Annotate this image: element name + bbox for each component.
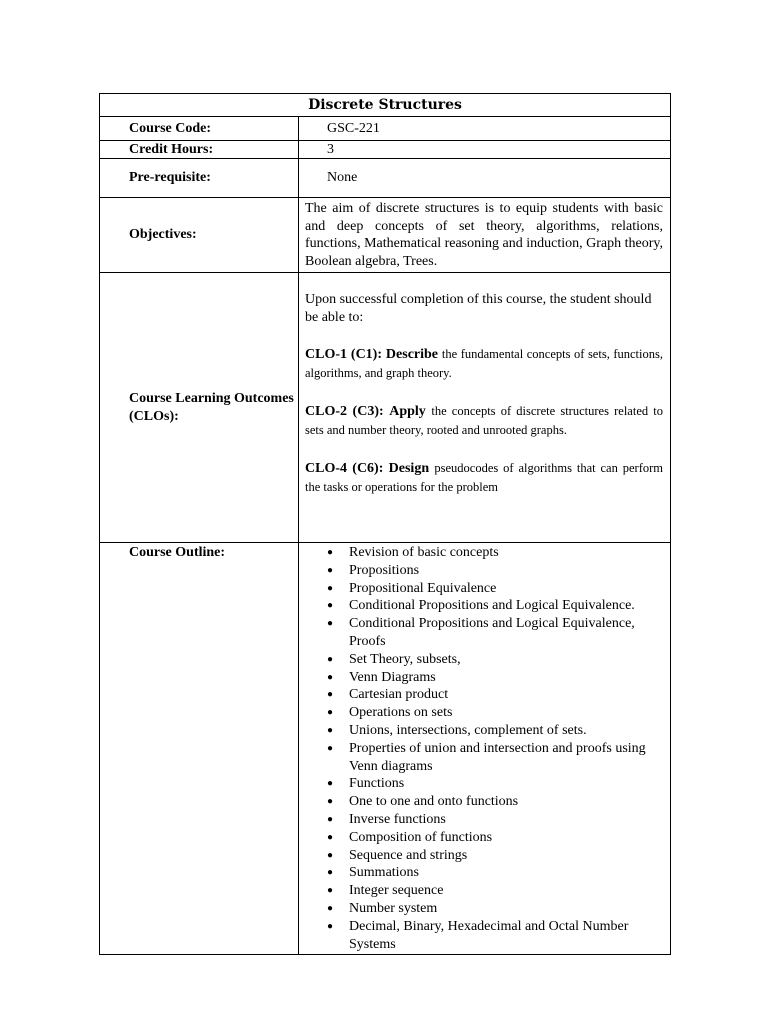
prerequisite-row bbox=[100, 159, 671, 198]
objectives-row bbox=[100, 198, 671, 273]
outline-item-text: One to one and onto functions bbox=[349, 794, 519, 810]
clos-label: Course Learning Outcomes (CLOs): bbox=[100, 273, 299, 543]
bullet-icon: ● bbox=[327, 742, 334, 754]
outline-item-text: Conditional Propositions and Logical Equivalence, Proofs bbox=[349, 616, 635, 649]
bullet-icon: ● bbox=[327, 885, 334, 897]
outline-item bbox=[327, 882, 666, 900]
course-table bbox=[99, 93, 671, 955]
outline-item bbox=[327, 562, 666, 580]
bullet-icon: ● bbox=[327, 618, 334, 630]
objectives-text: The aim of discrete structures is to equip students with basic and deep concepts of set theory, algorithms, relations, functions, Mathematical reasoning and induction, Graph theory, Boolean algebra, Trees. bbox=[299, 198, 671, 273]
outline-item-text: Number system bbox=[349, 900, 438, 916]
bullet-icon: ● bbox=[327, 724, 334, 736]
outline-item bbox=[327, 793, 666, 811]
bullet-icon: ● bbox=[327, 707, 334, 719]
outline-item-text: Functions bbox=[349, 776, 405, 792]
outline-item bbox=[327, 722, 666, 740]
clo-code: CLO-4 (C6): bbox=[305, 461, 384, 476]
outline-item-text: Composition of functions bbox=[349, 829, 493, 845]
outline-item-text: Propositional Equivalence bbox=[349, 580, 497, 596]
outline-item bbox=[327, 544, 666, 562]
course-code-row bbox=[100, 117, 671, 141]
outline-item-text: Summations bbox=[349, 865, 420, 881]
clo-description: pseudocodes of algorithms that can perform the tasks or operations for the problem bbox=[305, 461, 663, 494]
clos-row bbox=[100, 273, 671, 543]
outline-item-text: Revision of basic concepts bbox=[349, 545, 499, 560]
course-outline-label: Course Outline: bbox=[100, 543, 299, 955]
objectives-label: Objectives: bbox=[100, 198, 299, 273]
outline-item-text: Cartesian product bbox=[349, 687, 449, 703]
bullet-icon: ● bbox=[327, 778, 334, 790]
bullet-icon: ● bbox=[327, 813, 334, 825]
outline-item-text: Decimal, Binary, Hexadecimal and Octal Number Systems bbox=[349, 918, 629, 952]
outline-item-text: Sequence and strings bbox=[349, 847, 468, 863]
outline-item bbox=[327, 740, 666, 776]
outline-item-text: Venn Diagrams bbox=[349, 669, 436, 685]
outline-item bbox=[327, 669, 666, 687]
outline-item-text: Operations on sets bbox=[349, 705, 453, 721]
outline-item bbox=[327, 615, 666, 651]
outline-item-text: Properties of union and intersection and proofs using Venn diagrams bbox=[349, 740, 646, 774]
clo-description: the concepts of discrete structures related to sets and number theory, rooted and unrooted graphs. bbox=[305, 404, 664, 437]
bullet-icon: ● bbox=[327, 564, 334, 576]
bullet-icon: ● bbox=[327, 831, 334, 843]
bullet-icon: ● bbox=[327, 689, 334, 701]
bullet-icon: ● bbox=[327, 920, 334, 932]
bullet-icon: ● bbox=[327, 600, 334, 612]
outline-item bbox=[327, 918, 666, 954]
clo-item bbox=[305, 402, 663, 439]
outline-item bbox=[327, 864, 666, 882]
clos-intro: Upon successful completion of this course, the student should be able to: bbox=[305, 292, 652, 325]
outline-item-text: Inverse functions bbox=[349, 811, 446, 827]
bullet-icon: ● bbox=[327, 849, 334, 861]
course-title: Discrete Structures bbox=[100, 94, 671, 117]
prerequisite-label: Pre-requisite: bbox=[100, 159, 299, 198]
course-outline-list bbox=[299, 543, 670, 954]
bullet-icon: ● bbox=[327, 671, 334, 683]
outline-item bbox=[327, 704, 666, 722]
credit-hours-row bbox=[100, 141, 671, 159]
clo-verb: Design bbox=[388, 461, 430, 476]
course-outline-row bbox=[100, 543, 671, 955]
course-code-label: Course Code: bbox=[100, 117, 299, 141]
outline-item-text: Set Theory, subsets, bbox=[349, 651, 461, 667]
outline-item-text: Conditional Propositions and Logical Equivalence. bbox=[349, 598, 635, 614]
credit-hours-label: Credit Hours: bbox=[100, 141, 299, 159]
outline-item bbox=[327, 597, 666, 615]
clo-code: CLO-2 (C3): bbox=[305, 404, 384, 419]
outline-item bbox=[327, 651, 666, 669]
title-row bbox=[100, 94, 671, 117]
outline-item bbox=[327, 775, 666, 793]
outline-item bbox=[327, 811, 666, 829]
outline-item-text: Integer sequence bbox=[349, 883, 444, 899]
bullet-icon: ● bbox=[327, 547, 334, 558]
course-code-value: GSC-221 bbox=[299, 117, 671, 141]
clo-description: the fundamental concepts of sets, functions, algorithms, and graph theory. bbox=[305, 347, 663, 380]
clo-verb: Describe bbox=[385, 347, 439, 362]
bullet-icon: ● bbox=[327, 867, 334, 879]
credit-hours-value: 3 bbox=[299, 141, 671, 159]
bullet-icon: ● bbox=[327, 582, 334, 594]
bullet-icon: ● bbox=[327, 902, 334, 914]
clo-item bbox=[305, 459, 663, 496]
outline-item bbox=[327, 580, 666, 598]
clos-content bbox=[299, 273, 671, 543]
bullet-icon: ● bbox=[327, 653, 334, 665]
course-outline-content bbox=[299, 543, 671, 955]
clo-code: CLO-1 (C1): bbox=[305, 347, 383, 362]
clo-verb: Apply bbox=[389, 404, 426, 419]
bullet-icon: ● bbox=[327, 796, 334, 808]
outline-item bbox=[327, 847, 666, 865]
outline-item bbox=[327, 686, 666, 704]
prerequisite-value: None bbox=[299, 159, 671, 198]
clo-item bbox=[305, 345, 663, 382]
outline-item bbox=[327, 900, 666, 918]
outline-item-text: Unions, intersections, complement of sets. bbox=[349, 722, 587, 738]
outline-item-text: Propositions bbox=[349, 562, 420, 578]
outline-item bbox=[327, 829, 666, 847]
